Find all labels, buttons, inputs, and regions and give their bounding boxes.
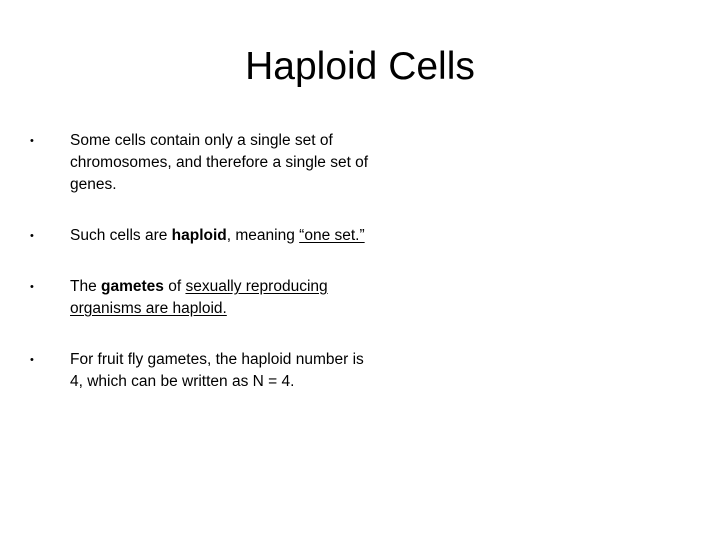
- slide-title: [0, 40, 720, 94]
- bullet-item: [30, 349, 370, 393]
- bullet-item: [30, 276, 370, 320]
- bullet-text-bold: gametes: [101, 278, 164, 295]
- bullet-text-underlined: sexually reproducing organisms are haploid.: [70, 278, 328, 317]
- bullet-dot-icon: •: [30, 230, 34, 242]
- slide-title-text: Haploid Cells: [245, 45, 475, 88]
- bullet-text: [70, 132, 368, 193]
- bullet-text-plain: For fruit fly gametes, the haploid number is 4, which can be written as N = 4.: [70, 351, 364, 390]
- bullet-text: [70, 227, 365, 244]
- bullet-text-plain: of: [163, 278, 186, 295]
- bullet-dot-icon: •: [30, 135, 34, 147]
- bullet-item: [30, 130, 370, 196]
- bullet-item: [30, 225, 370, 247]
- bullet-text-plain: Such cells are: [70, 227, 172, 244]
- bullet-text-plain: The: [70, 278, 102, 295]
- bullet-text-plain: Some cells contain only a single set of chromosomes, and therefore a single set of genes.: [70, 132, 369, 193]
- bullet-text: [70, 351, 364, 390]
- bullet-dot-icon: •: [30, 354, 34, 366]
- bullet-text-underlined: “one set.”: [299, 227, 365, 244]
- bullet-text-bold: haploid: [171, 227, 227, 244]
- bullet-dot-icon: •: [30, 281, 34, 293]
- bullet-list: [30, 130, 370, 422]
- bullet-text-plain: , meaning: [226, 227, 300, 244]
- bullet-text: [70, 278, 328, 317]
